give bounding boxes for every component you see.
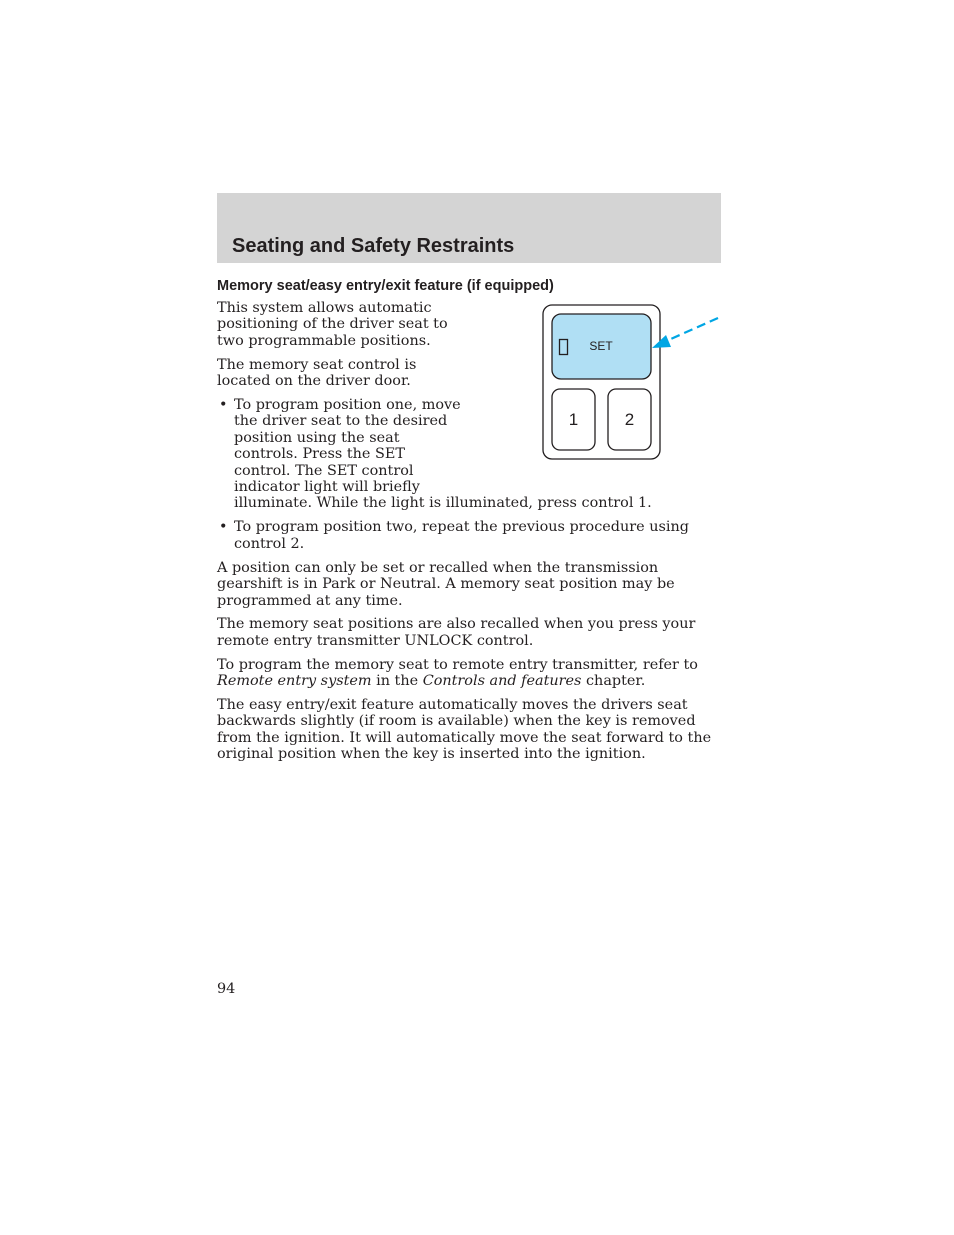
remote-paragraph: The memory seat positions are also recalled when you press your remote entry transmitter UNLOCK control. [217, 616, 696, 649]
program-suffix: chapter. [586, 673, 646, 690]
bullet-symbol: • [219, 397, 228, 414]
program-prefix: To program the memory seat to remote entry transmitter, refer to [217, 656, 698, 673]
remote-entry-reference: Remote entry system [217, 673, 372, 690]
intro-paragraph: This system allows automatic positioning of the driver seat to two programmable positions. [217, 300, 448, 349]
location-paragraph: The memory seat control is located on the driver door. [217, 356, 417, 390]
memory-button-2-label: 2 [624, 410, 635, 429]
bullet-text: To program position one, move the driver seat to the desired position using the seat controls. Press the SET control. The SET control indicator light will briefly [234, 397, 461, 496]
page-number: 94 [217, 981, 236, 997]
bullet-text-continued: illuminate. While the light is illuminated, press control 1. [234, 495, 652, 512]
bullet-symbol: • [219, 519, 228, 536]
memory-button-1-label: 1 [568, 410, 579, 429]
park-paragraph: A position can only be set or recalled when the transmission gearshift is in Park or Neutral. A memory seat position may be programmed at any time. [217, 559, 675, 609]
list-item [217, 519, 722, 552]
bullet-text: To program position two, repeat the previous procedure using control 2. [234, 519, 689, 552]
controls-chapter-reference: Controls and features [422, 673, 582, 690]
chapter-title: Seating and Safety Restraints [232, 235, 515, 257]
easy-entry-paragraph: The easy entry/exit feature automatically moves the drivers seat backwards slightly (if room is available) when the key is removed from the ignition. It will automatically move the seat forward to the original position when the key is inserted into the ignition. [217, 697, 712, 763]
set-button-label: SET [589, 339, 613, 353]
program-mid: in the [376, 673, 419, 690]
program-paragraph [217, 657, 722, 690]
memory-seat-control-figure [540, 302, 720, 462]
section-heading: Memory seat/easy entry/exit feature (if equipped) [217, 278, 554, 294]
callout-arrow-line [664, 318, 718, 342]
